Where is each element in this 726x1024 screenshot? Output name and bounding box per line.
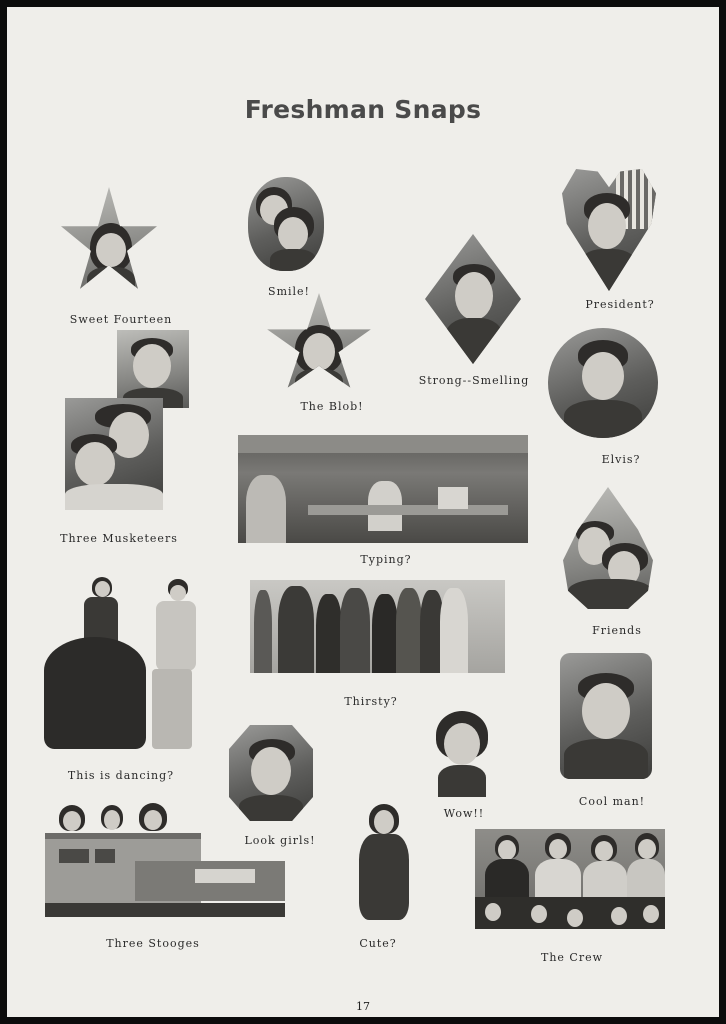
photo-three-musketeers-bottom bbox=[65, 398, 163, 510]
caption-sweet-fourteen: Sweet Fourteen bbox=[69, 313, 173, 326]
caption-friends: Friends bbox=[592, 624, 642, 637]
caption-president: President? bbox=[585, 298, 655, 311]
photo-sweet-fourteen bbox=[59, 187, 159, 299]
caption-dancing: This is dancing? bbox=[67, 769, 175, 782]
caption-cute: Cute? bbox=[359, 937, 397, 950]
photo-strong-smelling bbox=[425, 234, 521, 364]
caption-the-crew: The Crew bbox=[540, 951, 604, 964]
photo-elvis bbox=[548, 328, 658, 438]
photo-typing bbox=[238, 435, 528, 543]
photo-the-blob bbox=[265, 293, 373, 397]
photo-president bbox=[562, 169, 656, 291]
page-number: 17 bbox=[356, 1000, 370, 1013]
caption-thirsty: Thirsty? bbox=[344, 695, 398, 708]
caption-smile: Smile! bbox=[268, 285, 310, 298]
photo-cool-man bbox=[560, 653, 652, 779]
yearbook-page bbox=[7, 7, 719, 1017]
photo-thirsty bbox=[250, 580, 505, 673]
photo-three-musketeers-top bbox=[117, 330, 189, 408]
caption-strong-smelling: Strong--Smelling bbox=[418, 374, 530, 387]
caption-typing: Typing? bbox=[360, 553, 412, 566]
photo-the-crew bbox=[475, 829, 665, 929]
caption-the-blob: The Blob! bbox=[300, 400, 364, 413]
photo-smile bbox=[248, 177, 324, 271]
caption-three-stooges: Three Stooges bbox=[106, 937, 200, 950]
caption-look-girls: Look girls! bbox=[244, 834, 316, 847]
caption-three-musketeers: Three Musketeers bbox=[60, 532, 178, 545]
photo-friends bbox=[558, 487, 658, 609]
caption-elvis: Elvis? bbox=[601, 453, 641, 466]
photo-three-stooges bbox=[45, 799, 285, 917]
photo-cute bbox=[353, 804, 415, 920]
caption-cool-man: Cool man! bbox=[578, 795, 646, 808]
page-title: Freshman Snaps bbox=[244, 95, 482, 124]
photo-dancing bbox=[44, 577, 199, 749]
photo-wow bbox=[432, 711, 492, 797]
caption-wow: Wow!! bbox=[443, 807, 485, 820]
